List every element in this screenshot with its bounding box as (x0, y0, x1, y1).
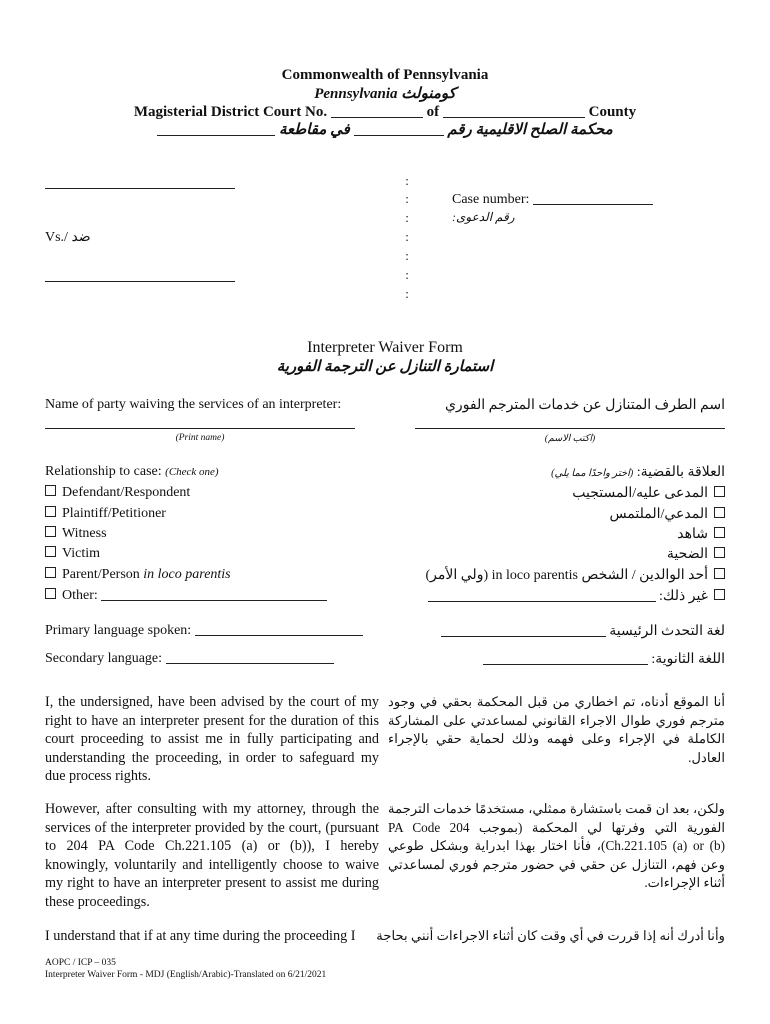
caption-colon: : (405, 191, 409, 206)
other-field[interactable] (101, 588, 327, 601)
primary-language-field-ar[interactable] (441, 624, 606, 637)
checkbox[interactable] (714, 547, 725, 558)
caption-colon: : (405, 267, 409, 282)
secondary-language-field-ar[interactable] (483, 652, 648, 665)
case-number-label: Case number: (452, 192, 653, 208)
option-parent[interactable]: Parent/Person in loco parentis (45, 567, 231, 583)
party-name-field-ar[interactable] (415, 428, 725, 429)
header-commonwealth-ar: Pennsylvania كومنولث (314, 86, 456, 102)
print-name-hint-ar: (اكتب الاسم) (544, 434, 596, 444)
primary-language-label-ar: لغة التحدث الرئيسية (420, 623, 725, 640)
district-number-field-ar[interactable] (354, 123, 444, 136)
caption-colon: : (405, 248, 409, 263)
option-defendant[interactable]: Defendant/Respondent (45, 485, 190, 501)
checkbox[interactable] (714, 527, 725, 538)
option-witness-ar[interactable]: شاهد (420, 526, 725, 543)
waiver-paragraph-ar: ولكن، بعد ان قمت باستشارة ممثلي، مستخدمًا خدمات الترجمة الفورية التي وفرتها لي المحكمة (بموجب 204 PA Code Ch.221.105 (a) or (b))، فأنا اختار بهذا ابدراية وبشكل طوعي وعن فهم، التنازل عن حقي في حضور مترجم فوري لمساعدتي أثناء الإجراءات. (388, 801, 725, 890)
option-plaintiff-ar[interactable]: المدعي/الملتمس (420, 506, 725, 523)
option-defendant-ar[interactable]: المدعى عليه/المستجيب (420, 485, 725, 502)
checkbox[interactable] (45, 567, 56, 578)
party-name-line-bottom[interactable] (45, 281, 235, 282)
form-footer-title: Interpreter Waiver Form - MDJ (English/Arabic)-Translated on 6/21/2021 (45, 970, 327, 980)
option-plaintiff[interactable]: Plaintiff/Petitioner (45, 506, 166, 522)
form-code: AOPC / ICP – 035 (45, 958, 116, 968)
county-field-ar[interactable] (157, 123, 275, 136)
relationship-label-ar: العلاقة بالقضية: (اختر واحدًا مما يلي) (551, 465, 725, 480)
advisement-paragraph: I, the undersigned, have been advised by the court of my right to have an interpreter present for the duration of this court proceeding to assist me in fully participating and understanding the proceeding, in order to safeguard my due process rights. (45, 694, 379, 784)
party-name-label-ar: اسم الطرف المتنازل عن خدمات المترجم الفوري (444, 398, 725, 413)
checkbox[interactable] (714, 486, 725, 497)
caption-colon: : (405, 173, 409, 188)
form-title: Interpreter Waiver Form (307, 339, 463, 356)
secondary-language-label: Secondary language: (45, 651, 334, 667)
header-court-line-ar: محكمة الصلح الاقليمية رقم في مقاطعة (0, 121, 770, 140)
district-number-field[interactable] (331, 105, 423, 118)
checkbox[interactable] (45, 588, 56, 599)
secondary-language-field[interactable] (166, 651, 334, 664)
checkbox[interactable] (714, 589, 725, 600)
case-number-label-ar: رقم الدعوى: (452, 210, 515, 224)
form-title-ar: استمارة التنازل عن الترجمة الفورية (276, 359, 494, 375)
waiver-paragraph: However, after consulting with my attorney, through the services of the interpreter provided by the court, (pursuant to 204 PA Code Ch.221.105 (a) or (b)), I hereby knowingly, voluntarily and intelligently choose to waive my right to have an interpreter present to assist me during these proceedings. (45, 801, 379, 910)
party-name-label: Name of party waiving the services of an interpreter: (45, 397, 342, 412)
checkbox[interactable] (45, 485, 56, 496)
checkbox[interactable] (45, 546, 56, 557)
county-field[interactable] (443, 105, 585, 118)
caption-colon: : (405, 229, 409, 244)
checkbox[interactable] (714, 507, 725, 518)
checkbox[interactable] (45, 506, 56, 517)
header-court-line: Magisterial District Court No. of County (133, 104, 637, 120)
vs-label: Vs./ ضد (45, 230, 91, 245)
primary-language-field[interactable] (195, 623, 363, 636)
relationship-label: Relationship to case: (Check one) (45, 464, 219, 479)
understanding-paragraph: I understand that if at any time during the proceeding I (45, 928, 356, 944)
checkbox[interactable] (714, 568, 725, 579)
caption-colon: : (405, 210, 409, 225)
other-field-ar[interactable] (428, 589, 656, 602)
option-victim[interactable]: Victim (45, 546, 100, 562)
header-commonwealth: Commonwealth of Pennsylvania (281, 67, 489, 83)
secondary-language-label-ar: اللغة الثانوية: (420, 651, 725, 668)
option-parent-ar[interactable]: أحد الوالدين / الشخص in loco parentis (ولي الأمر) (400, 567, 725, 584)
option-victim-ar[interactable]: الضحية (420, 546, 725, 563)
option-other-ar[interactable]: غير ذلك: (420, 588, 725, 605)
print-name-hint: (Print name) (175, 433, 225, 443)
caption-colon: : (405, 286, 409, 301)
checkbox[interactable] (45, 526, 56, 537)
party-name-field[interactable] (45, 428, 355, 429)
understanding-paragraph-ar: وأنا أدرك أنه إذا قررت في أي وقت كان أثناء الاجراءات أنني بحاجة (376, 928, 725, 943)
advisement-paragraph-ar: أنا الموقع أدناه، تم اخطاري من قبل المحكمة بحقي في وجود مترجم فوري طوال الاجراء القانوني لمساعدتي على المشاركة الكاملة في الإجراء وعلى فهمه وذلك لحماية حقي بالإجراء العادل. (388, 694, 725, 765)
party-name-line-top[interactable] (45, 188, 235, 189)
option-other[interactable]: Other: (45, 588, 327, 604)
primary-language-label: Primary language spoken: (45, 623, 363, 639)
option-witness[interactable]: Witness (45, 526, 107, 542)
case-number-field[interactable] (533, 192, 653, 205)
